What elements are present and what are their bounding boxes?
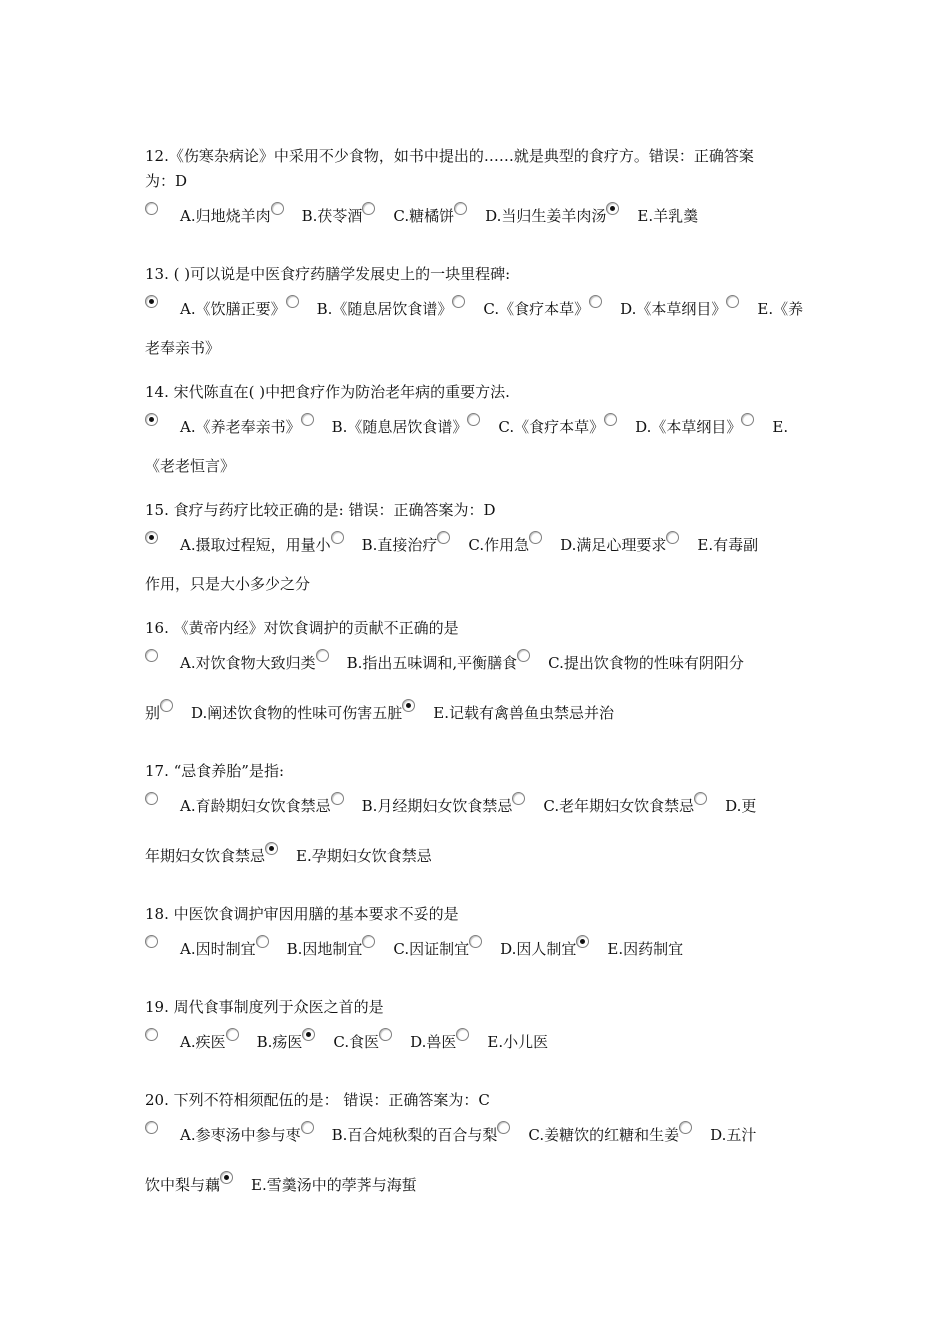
option-label: E.: [772, 418, 789, 436]
question-20-title: 20. 下列不符相须配伍的是： 错误：正确答案为：C: [145, 1091, 490, 1109]
question-13-options-wrap: 老奉亲书》: [145, 339, 221, 357]
option-label: 饮中梨与藕: [145, 1176, 221, 1194]
question-19-options: [145, 1028, 810, 1052]
question-20-options: [145, 1121, 810, 1145]
radio-q14-b[interactable]: [301, 413, 314, 426]
radio-q12-b[interactable]: [271, 202, 284, 215]
radio-q17-c[interactable]: [512, 792, 525, 805]
question-12-title-line1: 12.《伤寒杂病论》中采用不少食物，如书中提出的……就是典型的食疗方。错误：正确答案: [145, 147, 754, 165]
radio-q15-c[interactable]: [437, 531, 450, 544]
question-18-title: 18. 中医饮食调护审因用膳的基本要求不妥的是: [145, 905, 459, 923]
radio-q20-b[interactable]: [301, 1121, 314, 1134]
option-label: A.归地烧羊肉: [180, 207, 271, 225]
question-19-title: 19. 周代食事制度列于众医之首的是: [145, 998, 384, 1016]
radio-q12-c[interactable]: [362, 202, 375, 215]
question-13-title: 13. ( )可以说是中医食疗药膳学发展史上的一块里程碑:: [145, 265, 511, 283]
radio-q14-e[interactable]: [741, 413, 754, 426]
question-16-title: 16. 《黄帝内经》对饮食调护的贡献不正确的是: [145, 619, 459, 637]
radio-q13-e[interactable]: [726, 295, 739, 308]
option-label: D.阐述饮食物的性味可伤害五脏: [191, 704, 403, 722]
option-label: A.《养老奉亲书》: [180, 418, 301, 436]
question-17-options-line2: [145, 842, 810, 866]
question-17-title: 17. “忌食养胎”是指:: [145, 762, 285, 780]
question-15-options-wrap: 作用，只是大小多少之分: [145, 575, 311, 593]
option-label: C.提出饮食物的性味有阴阳分: [548, 654, 744, 672]
question-18-options: [145, 935, 810, 959]
option-label: D.更: [725, 797, 757, 815]
option-label: A.对饮食物大致归类: [180, 654, 316, 672]
option-label: C.《食疗本草》: [498, 418, 605, 436]
option-label: C.食医: [333, 1033, 380, 1051]
radio-q20-e[interactable]: [220, 1171, 233, 1184]
option-label: E.雪羹汤中的荸荠与海蜇: [251, 1176, 417, 1194]
option-label: B.指出五味调和,平衡膳食: [346, 654, 518, 672]
radio-q17-e[interactable]: [265, 842, 278, 855]
option-label: B.月经期妇女饮食禁忌: [361, 797, 513, 815]
option-label: E.有毒副: [697, 536, 759, 554]
question-14-options: [145, 413, 810, 437]
radio-q20-d[interactable]: [679, 1121, 692, 1134]
question-12-title-line2: 为：D: [145, 172, 188, 190]
option-label: A.《饮膳正要》: [180, 300, 286, 318]
radio-q13-d[interactable]: [589, 295, 602, 308]
radio-q14-d[interactable]: [604, 413, 617, 426]
option-label: A.摄取过程短，用量小: [180, 536, 331, 554]
radio-q15-e[interactable]: [666, 531, 679, 544]
radio-q19-e[interactable]: [456, 1028, 469, 1041]
option-label: E.小儿医: [487, 1033, 549, 1051]
question-12-options: [145, 202, 810, 226]
radio-q18-c[interactable]: [362, 935, 375, 948]
option-label: A.参枣汤中参与枣: [180, 1126, 301, 1144]
radio-q16-d[interactable]: [160, 699, 173, 712]
radio-q16-e[interactable]: [402, 699, 415, 712]
option-label: B.茯苓酒: [301, 207, 363, 225]
radio-q15-d[interactable]: [529, 531, 542, 544]
question-16-options: [145, 649, 810, 673]
radio-q17-a[interactable]: [145, 792, 158, 805]
option-label: E.羊乳羹: [637, 207, 699, 225]
option-label: C.老年期妇女饮食禁忌: [543, 797, 695, 815]
question-15-title: 15. 食疗与药疗比较正确的是: 错误：正确答案为：D: [145, 501, 496, 519]
option-label: C.因证制宜: [393, 940, 470, 958]
option-label: D.《本草纲目》: [620, 300, 727, 318]
radio-q13-b[interactable]: [286, 295, 299, 308]
radio-q18-e[interactable]: [576, 935, 589, 948]
radio-q17-d[interactable]: [694, 792, 707, 805]
option-label: A.疾医: [180, 1033, 226, 1051]
radio-q19-b[interactable]: [226, 1028, 239, 1041]
radio-q13-c[interactable]: [452, 295, 465, 308]
option-label: B.《随息居饮食谱》: [331, 418, 468, 436]
radio-q15-a[interactable]: [145, 531, 158, 544]
radio-q16-a[interactable]: [145, 649, 158, 662]
option-label: C.姜糖饮的红糖和生姜: [528, 1126, 680, 1144]
option-label: C.《食疗本草》: [483, 300, 590, 318]
radio-q19-c[interactable]: [302, 1028, 315, 1041]
option-label: E.《养: [757, 300, 804, 318]
option-label: 别: [145, 704, 161, 722]
option-label: C.作用急: [468, 536, 530, 554]
radio-q20-c[interactable]: [497, 1121, 510, 1134]
option-label: E.孕期妇女饮食禁忌: [296, 847, 432, 865]
radio-q19-a[interactable]: [145, 1028, 158, 1041]
question-14-options-wrap: 《老老恒言》: [145, 457, 236, 475]
option-label: E.因药制宜: [607, 940, 684, 958]
question-14-title: 14. 宋代陈直在( )中把食疗作为防治老年病的重要方法.: [145, 383, 510, 401]
option-label: 年期妇女饮食禁忌: [145, 847, 266, 865]
question-15-options: [145, 531, 810, 555]
option-label: D.当归生姜羊肉汤: [485, 207, 607, 225]
option-label: E.记载有禽兽鱼虫禁忌并治: [433, 704, 615, 722]
option-label: B.百合炖秋梨的百合与梨: [331, 1126, 498, 1144]
option-label: D.因人制宜: [500, 940, 577, 958]
radio-q17-b[interactable]: [331, 792, 344, 805]
option-label: A.因时制宜: [180, 940, 256, 958]
option-label: D.《本草纲目》: [635, 418, 742, 436]
question-13-options: [145, 295, 810, 319]
radio-q18-d[interactable]: [469, 935, 482, 948]
option-label: D.五汁: [710, 1126, 757, 1144]
option-label: B.因地制宜: [286, 940, 363, 958]
radio-q14-c[interactable]: [467, 413, 480, 426]
option-label: A.育龄期妇女饮食禁忌: [180, 797, 331, 815]
radio-q16-b[interactable]: [316, 649, 329, 662]
radio-q16-c[interactable]: [517, 649, 530, 662]
radio-q19-d[interactable]: [379, 1028, 392, 1041]
question-16-options-line2: [145, 699, 810, 723]
radio-q13-a[interactable]: [145, 295, 158, 308]
option-label: C.糖橘饼: [393, 207, 455, 225]
option-label: B.《随息居饮食谱》: [316, 300, 453, 318]
radio-q18-b[interactable]: [256, 935, 269, 948]
radio-q12-a[interactable]: [145, 202, 158, 215]
radio-q14-a[interactable]: [145, 413, 158, 426]
option-label: D.满足心理要求: [560, 536, 667, 554]
option-label: B.疡医: [256, 1033, 303, 1051]
option-label: D.兽医: [410, 1033, 457, 1051]
question-20-options-line2: [145, 1171, 810, 1195]
radio-q15-b[interactable]: [331, 531, 344, 544]
option-label: B.直接治疗: [361, 536, 438, 554]
radio-q20-a[interactable]: [145, 1121, 158, 1134]
radio-q12-e[interactable]: [606, 202, 619, 215]
radio-q18-a[interactable]: [145, 935, 158, 948]
question-17-options: [145, 792, 810, 816]
radio-q12-d[interactable]: [454, 202, 467, 215]
